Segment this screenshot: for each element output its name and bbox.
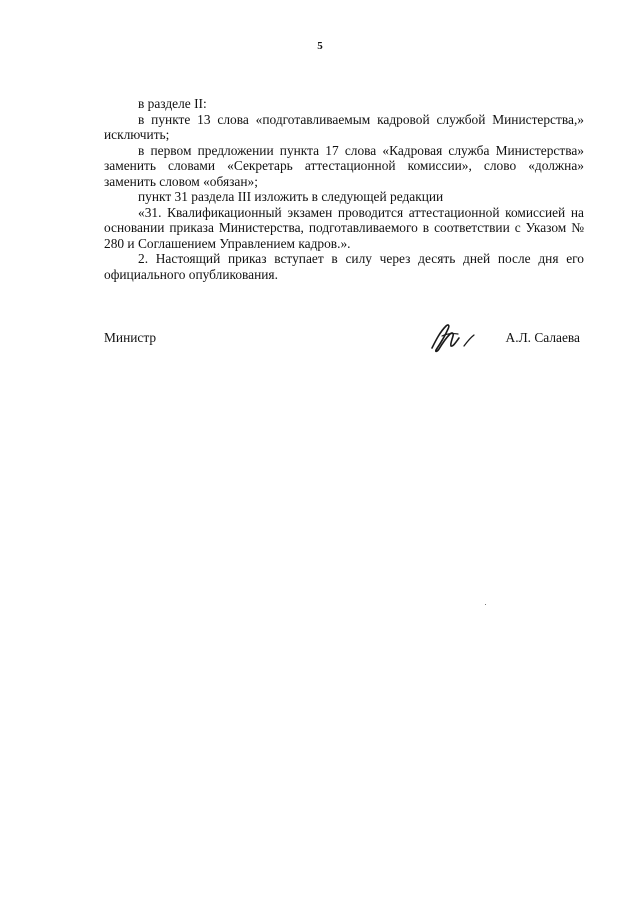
paragraph-item-13: в пункте 13 слова «подготавливаемым кадровой службой Министерства,» исключить; xyxy=(104,111,584,142)
paragraph-effective-date: 2. Настоящий приказ вступает в силу через десять дней после дня его официального опубликования. xyxy=(104,251,584,282)
scan-speck xyxy=(485,604,486,605)
handwritten-signature xyxy=(426,322,482,354)
paragraph-item-31-intro: пункт 31 раздела III изложить в следующей редакции xyxy=(138,189,444,204)
signatory-name: А.Л. Салаева xyxy=(505,330,580,345)
paragraph-item-17: в первом предложении пункта 17 слова «Кадровая служба Министерства» заменить словами «Секретарь аттестационной комиссии», слово «должна» заменить словом «обязан»; xyxy=(104,142,584,189)
paragraph-section-ii: в разделе II: xyxy=(138,96,207,111)
signatory-title: Министр xyxy=(104,330,157,345)
document-body xyxy=(104,96,584,282)
page-number: 5 xyxy=(317,40,323,52)
signature-block xyxy=(104,326,580,354)
paragraph-item-31-text: «31. Квалификационный экзамен проводится аттестационной комиссией на основании приказа Министерства, подготавливаемого в соответствии с Указом № 280 и Соглашением Управлением кадров.». xyxy=(104,204,584,251)
